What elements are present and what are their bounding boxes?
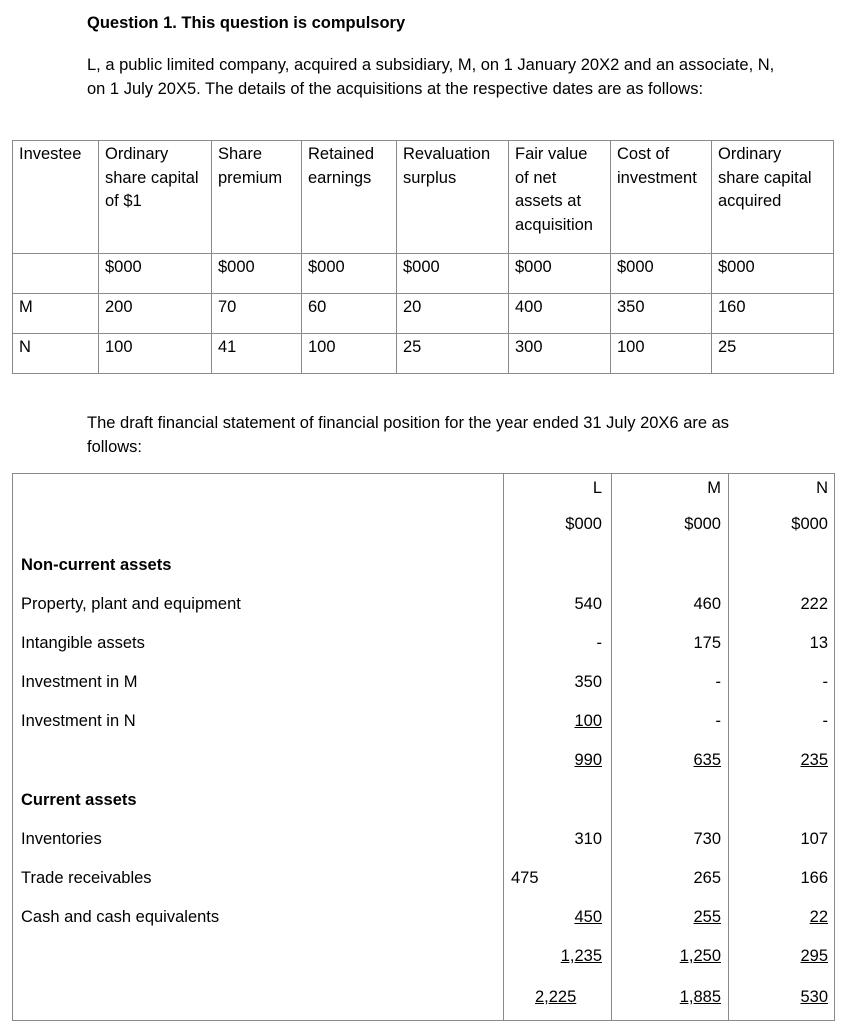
table-cell: 20	[397, 294, 509, 334]
investment-n-m: -	[715, 712, 721, 730]
unit-cell: $000	[509, 254, 611, 294]
inventories-m: 730	[693, 830, 721, 848]
unit-n: $000	[791, 515, 828, 533]
table-cell: N	[13, 334, 99, 374]
row-label-intangible: Intangible assets	[21, 634, 145, 652]
table-cell: 70	[212, 294, 302, 334]
receivables-m: 265	[693, 869, 721, 887]
current-total-m: 1,250	[679, 947, 721, 965]
header-share-capital: Ordinary share capital of $1	[99, 141, 212, 254]
noncurrent-total-m: 635	[693, 751, 721, 769]
table-cell: 60	[302, 294, 397, 334]
table-cell: 100	[302, 334, 397, 374]
table-cell: 400	[509, 294, 611, 334]
ppe-n: 222	[800, 595, 828, 613]
intangible-n: 13	[809, 634, 828, 652]
question-heading: Question 1. This question is compulsory	[87, 14, 406, 32]
table-cell: 100	[99, 334, 212, 374]
column-divider	[503, 474, 504, 1020]
row-label-investment-n: Investment in N	[21, 712, 136, 730]
cash-l: 450	[574, 908, 602, 926]
unit-cell: $000	[712, 254, 834, 294]
row-label-investment-m: Investment in M	[21, 673, 138, 691]
table-cell: 300	[509, 334, 611, 374]
inventories-l: 310	[574, 830, 602, 848]
intangible-l: -	[596, 634, 602, 652]
column-header-l: L	[592, 479, 602, 497]
noncurrent-total-l: 990	[574, 751, 602, 769]
header-investee: Investee	[13, 141, 99, 254]
receivables-l: 475	[511, 869, 539, 887]
header-share-premium: Share premium	[212, 141, 302, 254]
column-divider	[611, 474, 612, 1020]
table-cell: 25	[712, 334, 834, 374]
row-label-inventories: Inventories	[21, 830, 102, 848]
intro-paragraph: L, a public limited company, acquired a subsidiary, M, on 1 January 20X2 and an associate, N, on 1 July 20X5. The details of the acquisitions at the respective dates are as follows:	[87, 56, 775, 98]
unit-cell	[13, 254, 99, 294]
column-divider	[728, 474, 729, 1020]
column-header-m: M	[707, 479, 721, 497]
grand-total-m: 1,885	[679, 988, 721, 1006]
header-retained-earnings: Retained earnings	[302, 141, 397, 254]
acquisitions-header-row	[13, 141, 834, 254]
row-label-receivables: Trade receivables	[21, 869, 152, 887]
header-revaluation-surplus: Revaluation surplus	[397, 141, 509, 254]
table-cell: 200	[99, 294, 212, 334]
intangible-m: 175	[693, 634, 721, 652]
column-header-n: N	[816, 479, 828, 497]
row-label-ppe: Property, plant and equipment	[21, 595, 241, 613]
ppe-l: 540	[574, 595, 602, 613]
inventories-n: 107	[800, 830, 828, 848]
header-share-capital-acquired: Ordinary share capital acquired	[712, 141, 834, 254]
unit-cell: $000	[302, 254, 397, 294]
cash-n: 22	[809, 908, 828, 926]
row-label-cash: Cash and cash equivalents	[21, 908, 220, 926]
grand-total-l: 2,225	[535, 988, 577, 1006]
header-fair-value: Fair value of net assets at acquisition	[509, 141, 611, 254]
investment-m-l: 350	[574, 673, 602, 691]
intro-paragraph-2: The draft financial statement of financial position for the year ended 31 July 20X6 are as follows:	[87, 414, 730, 456]
table-cell: 25	[397, 334, 509, 374]
table-cell: 41	[212, 334, 302, 374]
unit-cell: $000	[397, 254, 509, 294]
investment-n-l: 100	[574, 712, 602, 730]
current-assets-heading: Current assets	[21, 791, 137, 809]
investment-m-n: -	[822, 673, 828, 691]
current-total-l: 1,235	[560, 947, 602, 965]
unit-cell: $000	[611, 254, 712, 294]
acquisitions-table	[12, 140, 834, 374]
unit-cell: $000	[99, 254, 212, 294]
investment-m-m: -	[715, 673, 721, 691]
cash-m: 255	[693, 908, 721, 926]
table-cell: M	[13, 294, 99, 334]
unit-m: $000	[684, 515, 721, 533]
table-row	[13, 334, 834, 374]
unit-cell: $000	[212, 254, 302, 294]
table-cell: 160	[712, 294, 834, 334]
table-row	[13, 294, 834, 334]
current-total-n: 295	[800, 947, 828, 965]
table-cell: 100	[611, 334, 712, 374]
noncurrent-total-n: 235	[800, 751, 828, 769]
investment-n-n: -	[822, 712, 828, 730]
table-cell: 350	[611, 294, 712, 334]
header-cost-of-investment: Cost of investment	[611, 141, 712, 254]
unit-l: $000	[565, 515, 602, 533]
financial-position-table	[12, 473, 835, 1021]
grand-total-n: 530	[800, 988, 828, 1006]
receivables-n: 166	[800, 869, 828, 887]
acquisitions-units-row	[13, 254, 834, 294]
ppe-m: 460	[693, 595, 721, 613]
noncurrent-assets-heading: Non-current assets	[21, 556, 172, 574]
